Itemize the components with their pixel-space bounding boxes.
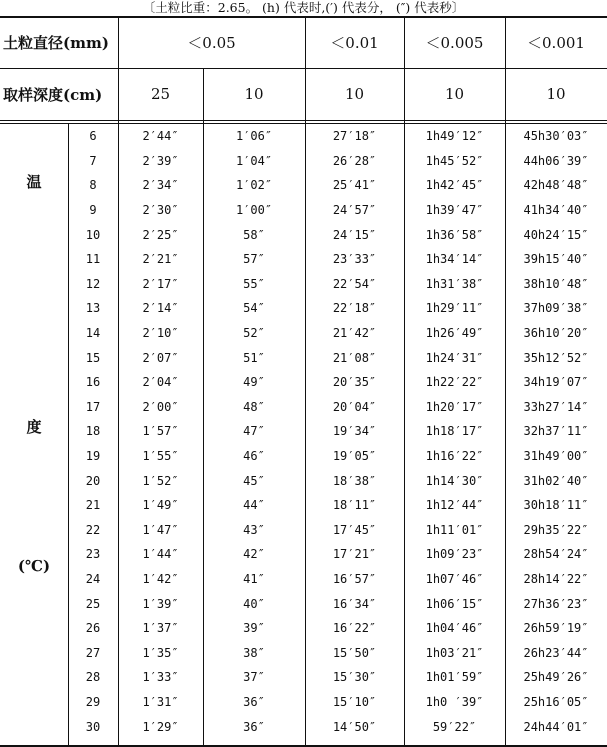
- temperature-value: 29: [85, 695, 101, 710]
- temperature-value: 6: [89, 129, 97, 144]
- temperature-value: 30: [85, 719, 101, 734]
- depth-header: 10: [344, 85, 365, 103]
- table-cell: 40h24′15″: [523, 227, 589, 242]
- table-cell: 17′45″: [332, 522, 377, 537]
- table-cell: 16′34″: [332, 596, 377, 611]
- table-cell: 1′29″: [142, 719, 179, 734]
- temperature-value: 25: [85, 596, 101, 611]
- table-cell: 2′00″: [142, 399, 179, 414]
- temperature-value: 28: [85, 670, 101, 685]
- table-cell: 1h45′52″: [425, 153, 484, 168]
- diameter-header: ＜0.001: [527, 33, 585, 52]
- temperature-value: 13: [85, 301, 101, 316]
- table-cell: 48″: [243, 399, 265, 414]
- table-cell: 38h10′48″: [523, 276, 589, 291]
- table-cell: 21′42″: [332, 326, 377, 341]
- table-cell: 39″: [243, 621, 265, 636]
- table-cell: 1′39″: [142, 596, 179, 611]
- table-cell: 16′57″: [332, 572, 377, 587]
- diameter-header: ＜0.05: [187, 33, 236, 52]
- table-cell: 1h11′01″: [425, 522, 484, 537]
- table-cell: 1′00″: [235, 203, 273, 218]
- temperature-value: 23: [85, 547, 101, 562]
- table-cell: 20′04″: [332, 399, 377, 414]
- table-cell: 22′54″: [332, 276, 377, 291]
- table-cell: 26h59′19″: [523, 621, 589, 636]
- table-cell: 1h18′17″: [425, 424, 484, 439]
- table-cell: 1h06′15″: [425, 596, 484, 611]
- diameter-header: ＜0.005: [425, 33, 484, 52]
- table-cell: 1′35″: [142, 645, 179, 660]
- table-cell: 18′11″: [332, 498, 377, 513]
- table-cell: 24′57″: [332, 203, 377, 218]
- table-cell: 1h42′45″: [425, 178, 484, 193]
- table-cell: 24h44′01″: [523, 719, 589, 734]
- table-cell: 2′34″: [142, 178, 179, 193]
- table-cell: 31h49′00″: [523, 449, 589, 464]
- table-cell: 1h03′21″: [425, 645, 484, 660]
- table-cell: 1h34′14″: [425, 252, 484, 267]
- table-cell: 1′57″: [142, 424, 179, 439]
- table-cell: 1h04′46″: [425, 621, 484, 636]
- table-cell: 59′22″: [432, 719, 477, 734]
- table-cell: 49″: [243, 375, 265, 390]
- table-cell: 1h39′47″: [425, 203, 484, 218]
- table-cell: 15′50″: [332, 645, 377, 660]
- table-cell: 14′50″: [332, 719, 377, 734]
- table-cell: 1h14′30″: [425, 473, 484, 488]
- table-cell: 1′52″: [142, 473, 179, 488]
- table-cell: 1′47″: [142, 522, 179, 537]
- table-cell: 40″: [243, 596, 265, 611]
- table-cell: 1′02″: [235, 178, 273, 193]
- depth-header: 25: [150, 85, 171, 103]
- diameter-header: ＜0.01: [330, 33, 379, 52]
- table-cell: 1h49′12″: [425, 129, 484, 144]
- depth-header: 10: [444, 85, 465, 103]
- table-cell: 1h36′58″: [425, 227, 484, 242]
- table-cell: 55″: [243, 276, 265, 291]
- table-cell: 19′05″: [332, 449, 377, 464]
- table-cell: 36″: [243, 719, 265, 734]
- table-cell: 51″: [243, 350, 265, 365]
- horizontal-rule: [0, 120, 607, 121]
- temperature-value: 15: [85, 350, 101, 365]
- table-cell: 1′49″: [142, 498, 179, 513]
- table-cell: 36h10′20″: [523, 326, 589, 341]
- table-cell: 2′17″: [142, 276, 179, 291]
- table-cell: 54″: [243, 301, 265, 316]
- table-cell: 1h12′44″: [425, 498, 484, 513]
- temperature-value: 21: [85, 498, 101, 513]
- table-caption: 〔土粒比重：2.65。 (h) 代表时,(′) 代表分， (″) 代表秒〕: [142, 0, 465, 15]
- table-cell: 1′33″: [142, 670, 179, 685]
- table-cell: 2′14″: [142, 301, 179, 316]
- table-cell: 44h06′39″: [523, 153, 589, 168]
- table-cell: 23′33″: [332, 252, 377, 267]
- table-cell: 1′55″: [142, 449, 179, 464]
- table-cell: 2′25″: [142, 227, 179, 242]
- table-cell: 36″: [243, 695, 265, 710]
- depth-header-label: 取样深度(cm): [3, 85, 103, 104]
- table-cell: 2′10″: [142, 326, 179, 341]
- table-cell: 42″: [243, 547, 265, 562]
- table-cell: 22′18″: [332, 301, 377, 316]
- table-cell: 28h54′24″: [523, 547, 589, 562]
- temperature-value: 24: [85, 572, 101, 587]
- depth-header: 10: [244, 85, 264, 103]
- table-cell: 41″: [243, 572, 265, 587]
- table-cell: 1′04″: [235, 153, 273, 168]
- table-cell: 37″: [243, 670, 265, 685]
- table-cell: 25′41″: [332, 178, 377, 193]
- table-cell: 19′34″: [332, 424, 377, 439]
- table-cell: 1h24′31″: [425, 350, 484, 365]
- temperature-value: 16: [85, 375, 101, 390]
- table-cell: 26′28″: [332, 153, 377, 168]
- table-cell: 1h16′22″: [425, 449, 484, 464]
- temperature-value: 22: [85, 522, 101, 537]
- temperature-value: 9: [89, 203, 97, 218]
- diameter-header-label: 土粒直径(mm): [3, 33, 109, 52]
- temperature-label: 温: [26, 172, 42, 191]
- table-cell: 37h09′38″: [523, 301, 589, 316]
- temperature-value: 8: [89, 178, 97, 193]
- table-cell: 25h16′05″: [523, 695, 589, 710]
- table-cell: 35h12′52″: [523, 350, 589, 365]
- table-cell: 20′35″: [332, 375, 377, 390]
- temperature-value: 14: [85, 326, 101, 341]
- table-cell: 2′21″: [142, 252, 179, 267]
- table-cell: 21′08″: [332, 350, 377, 365]
- temperature-value: 27: [85, 645, 101, 660]
- table-cell: 45″: [243, 473, 265, 488]
- table-cell: 1h09′23″: [425, 547, 484, 562]
- table-cell: 2′07″: [142, 350, 179, 365]
- table-cell: 1h31′38″: [425, 276, 484, 291]
- temperature-label: (℃): [17, 557, 51, 575]
- table-cell: 2′04″: [142, 375, 179, 390]
- temperature-value: 17: [85, 399, 101, 414]
- table-cell: 58″: [243, 227, 265, 242]
- temperature-value: 11: [85, 252, 101, 267]
- temperature-value: 19: [85, 449, 101, 464]
- table-cell: 38″: [243, 645, 265, 660]
- table-cell: 52″: [243, 326, 265, 341]
- temperature-label: 度: [26, 417, 42, 436]
- table-cell: 47″: [243, 424, 265, 439]
- table-cell: 2′30″: [142, 203, 179, 218]
- table-cell: 33h27′14″: [523, 399, 589, 414]
- table-cell: 1h01′59″: [425, 670, 484, 685]
- table-cell: 28h14′22″: [523, 572, 589, 587]
- table-cell: 17′21″: [332, 547, 377, 562]
- table-cell: 26h23′44″: [523, 645, 589, 660]
- temperature-value: 12: [85, 276, 101, 291]
- table-cell: 29h35′22″: [523, 522, 589, 537]
- table-cell: 25h49′26″: [523, 670, 589, 685]
- table-cell: 27h36′23″: [523, 596, 589, 611]
- table-cell: 1′31″: [142, 695, 179, 710]
- table-cell: 1h26′49″: [425, 326, 484, 341]
- table-cell: 57″: [243, 252, 265, 267]
- table-cell: 30h18′11″: [523, 498, 589, 513]
- table-cell: 46″: [243, 449, 265, 464]
- table-cell: 1′06″: [235, 129, 273, 144]
- table-cell: 45h30′03″: [523, 129, 589, 144]
- table-cell: 18′38″: [332, 473, 377, 488]
- table-cell: 1h22′22″: [425, 375, 484, 390]
- table-cell: 34h19′07″: [523, 375, 589, 390]
- temperature-value: 20: [85, 473, 101, 488]
- table-cell: 24′15″: [332, 227, 377, 242]
- table-cell: 2′44″: [142, 129, 179, 144]
- table-cell: 1h20′17″: [425, 399, 484, 414]
- temperature-value: 18: [85, 424, 101, 439]
- table-cell: 32h37′11″: [523, 424, 589, 439]
- table-cell: 1′44″: [142, 547, 179, 562]
- table-cell: 39h15′40″: [523, 252, 589, 267]
- table-cell: 2′39″: [142, 153, 179, 168]
- table-cell: 41h34′40″: [523, 203, 589, 218]
- table-cell: 15′10″: [332, 695, 377, 710]
- table-cell: 1h0 ′39″: [425, 695, 484, 710]
- temperature-value: 26: [85, 621, 101, 636]
- table-cell: 1h29′11″: [425, 301, 484, 316]
- table-cell: 1h07′46″: [425, 572, 484, 587]
- table-cell: 15′30″: [332, 670, 377, 685]
- table-cell: 31h02′40″: [523, 473, 589, 488]
- temperature-value: 7: [89, 153, 97, 168]
- temperature-value: 10: [85, 227, 101, 242]
- table-cell: 1′42″: [142, 572, 179, 587]
- sedimentation-time-table: [0, 16, 607, 747]
- table-cell: 44″: [243, 498, 265, 513]
- table-cell: 42h48′48″: [523, 178, 589, 193]
- depth-header: 10: [546, 85, 566, 103]
- table-cell: 27′18″: [332, 129, 377, 144]
- table-cell: 1′37″: [142, 621, 179, 636]
- table-cell: 43″: [243, 522, 265, 537]
- table-cell: 16′22″: [332, 621, 377, 636]
